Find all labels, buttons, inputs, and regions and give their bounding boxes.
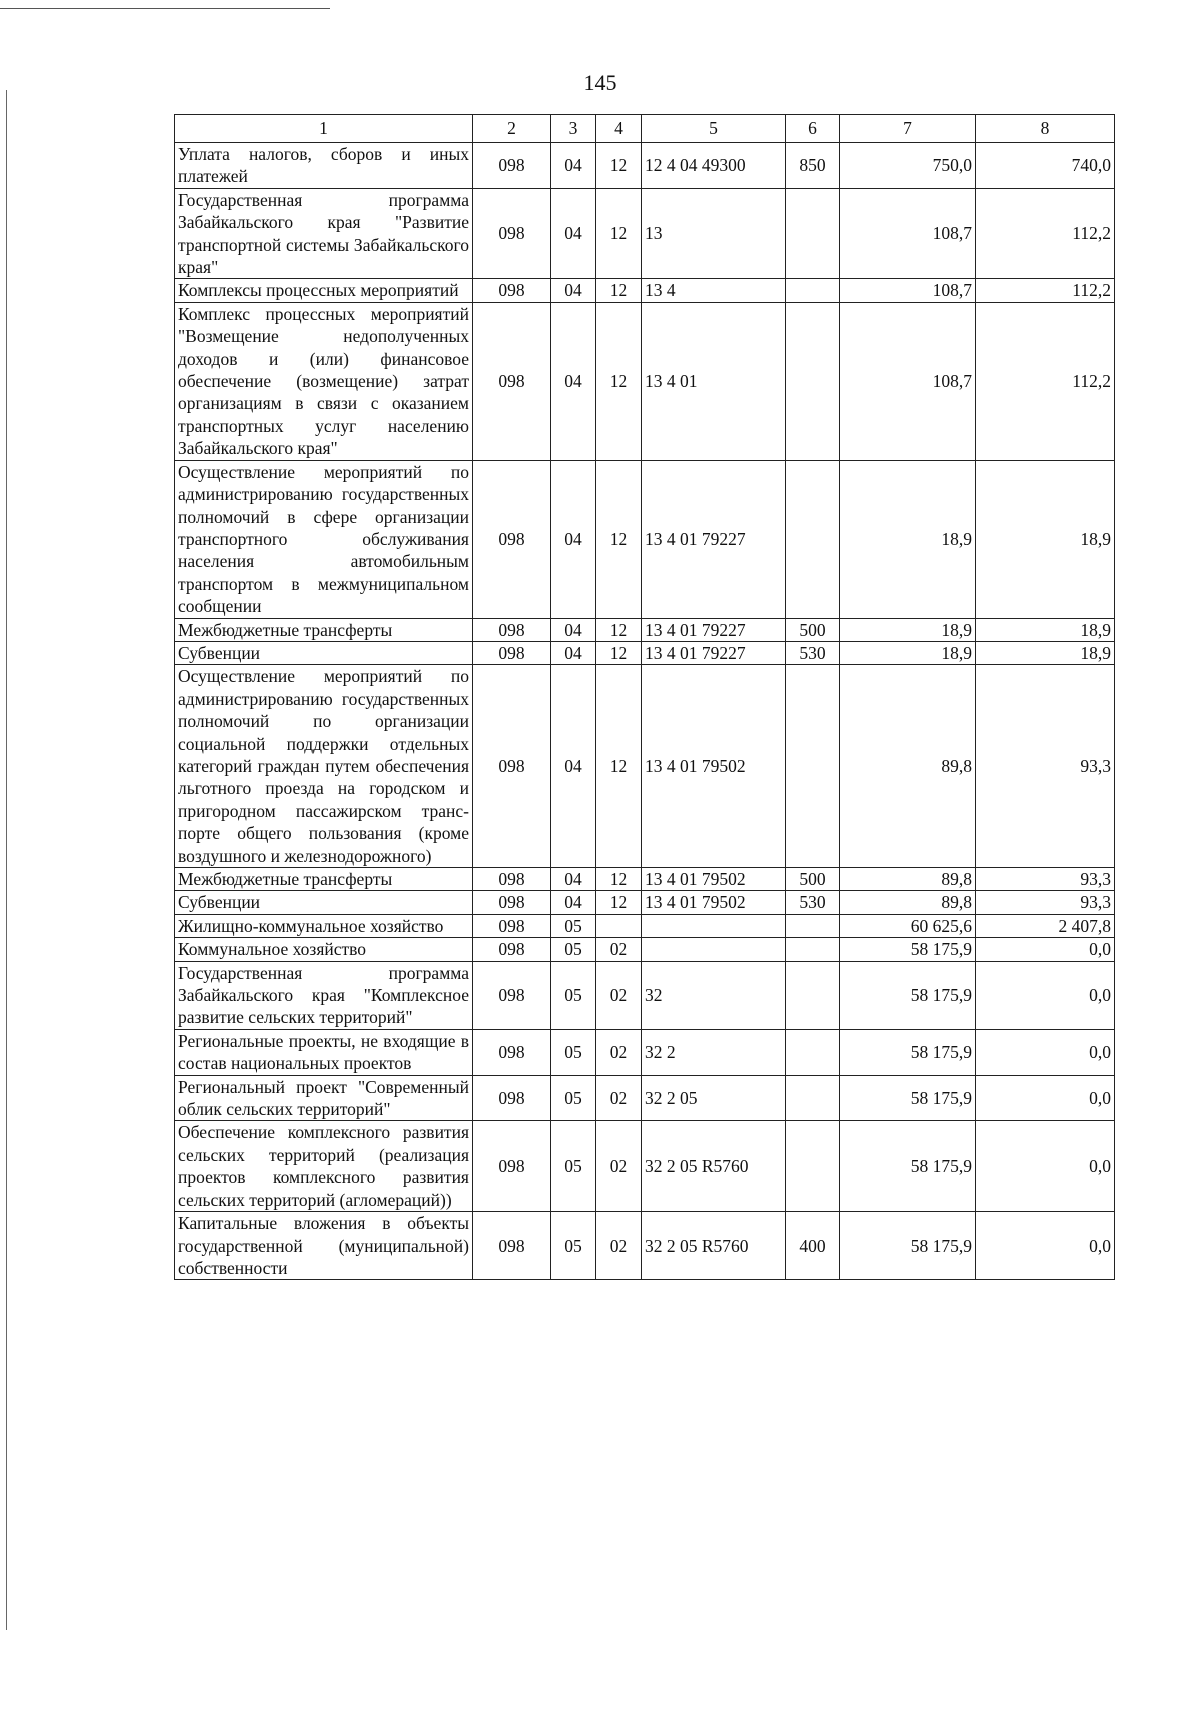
row-amount-year2-cell: 0,0 bbox=[976, 938, 1115, 961]
row-amount-year1-cell: 750,0 bbox=[840, 143, 976, 189]
row-target-article-cell: 13 4 01 79502 bbox=[642, 891, 786, 914]
table-row bbox=[175, 914, 1115, 937]
column-header: 4 bbox=[596, 115, 642, 143]
row-subsection-cell: 02 bbox=[596, 938, 642, 961]
row-expense-type-cell bbox=[786, 665, 840, 868]
row-expense-type-cell: 850 bbox=[786, 143, 840, 189]
row-expense-type-cell: 400 bbox=[786, 1212, 840, 1280]
row-amount-year1-cell: 18,9 bbox=[840, 641, 976, 664]
row-expense-type-cell bbox=[786, 1075, 840, 1121]
row-subsection-cell: 12 bbox=[596, 891, 642, 914]
row-expense-type-cell bbox=[786, 914, 840, 937]
table-body bbox=[175, 143, 1115, 1280]
table-row bbox=[175, 1121, 1115, 1212]
row-amount-year2-cell: 0,0 bbox=[976, 961, 1115, 1029]
row-subsection-cell: 02 bbox=[596, 1121, 642, 1212]
column-header: 5 bbox=[642, 115, 786, 143]
row-ved-cell: 098 bbox=[473, 961, 551, 1029]
row-ved-cell: 098 bbox=[473, 302, 551, 460]
row-ved-cell: 098 bbox=[473, 1212, 551, 1280]
row-amount-year2-cell: 112,2 bbox=[976, 188, 1115, 279]
row-target-article-cell: 13 4 01 79227 bbox=[642, 641, 786, 664]
table-row bbox=[175, 938, 1115, 961]
row-amount-year2-cell: 0,0 bbox=[976, 1121, 1115, 1212]
table-row bbox=[175, 961, 1115, 1029]
row-amount-year1-cell: 58 175,9 bbox=[840, 1212, 976, 1280]
row-expense-type-cell: 500 bbox=[786, 618, 840, 641]
table-row bbox=[175, 1212, 1115, 1280]
row-section-cell: 04 bbox=[551, 665, 596, 868]
row-amount-year1-cell: 58 175,9 bbox=[840, 1121, 976, 1212]
row-target-article-cell: 13 bbox=[642, 188, 786, 279]
row-ved-cell: 098 bbox=[473, 891, 551, 914]
row-name-cell: Государственная программа Забайкальского края "Развитие транспортной системы Забайкальского края" bbox=[175, 188, 473, 279]
table-row bbox=[175, 188, 1115, 279]
row-expense-type-cell bbox=[786, 460, 840, 618]
row-section-cell: 05 bbox=[551, 1029, 596, 1075]
row-section-cell: 04 bbox=[551, 868, 596, 891]
row-subsection-cell bbox=[596, 914, 642, 937]
row-amount-year2-cell: 112,2 bbox=[976, 279, 1115, 302]
row-section-cell: 05 bbox=[551, 1121, 596, 1212]
row-section-cell: 05 bbox=[551, 1212, 596, 1280]
row-target-article-cell: 13 4 01 79502 bbox=[642, 868, 786, 891]
row-amount-year1-cell: 58 175,9 bbox=[840, 1029, 976, 1075]
row-name-cell: Осуществление мероприятий по администрированию государственных полномочий по организации социальной поддержки отдельных категорий граждан путем обеспечения льготного проезда на городском и пригородном пассажирском транспорте общего пользования (кроме воздушного и железнодорожного) bbox=[175, 665, 473, 868]
row-amount-year1-cell: 108,7 bbox=[840, 302, 976, 460]
column-header: 3 bbox=[551, 115, 596, 143]
row-section-cell: 04 bbox=[551, 641, 596, 664]
row-ved-cell: 098 bbox=[473, 938, 551, 961]
row-amount-year2-cell: 93,3 bbox=[976, 665, 1115, 868]
row-expense-type-cell bbox=[786, 1121, 840, 1212]
row-name-cell: Комплексы процессных мероприятий bbox=[175, 279, 473, 302]
row-ved-cell: 098 bbox=[473, 1075, 551, 1121]
row-subsection-cell: 02 bbox=[596, 1075, 642, 1121]
row-target-article-cell bbox=[642, 938, 786, 961]
row-amount-year1-cell: 108,7 bbox=[840, 188, 976, 279]
table-row bbox=[175, 1075, 1115, 1121]
row-target-article-cell: 13 4 01 bbox=[642, 302, 786, 460]
row-target-article-cell: 12 4 04 49300 bbox=[642, 143, 786, 189]
table-row bbox=[175, 618, 1115, 641]
row-amount-year1-cell: 60 625,6 bbox=[840, 914, 976, 937]
row-target-article-cell: 13 4 bbox=[642, 279, 786, 302]
row-section-cell: 05 bbox=[551, 938, 596, 961]
table-row bbox=[175, 279, 1115, 302]
row-target-article-cell: 32 2 05 R5760 bbox=[642, 1212, 786, 1280]
row-ved-cell: 098 bbox=[473, 1029, 551, 1075]
row-subsection-cell: 12 bbox=[596, 302, 642, 460]
row-name-cell: Коммунальное хозяйство bbox=[175, 938, 473, 961]
row-section-cell: 05 bbox=[551, 961, 596, 1029]
row-section-cell: 05 bbox=[551, 914, 596, 937]
row-amount-year2-cell: 18,9 bbox=[976, 460, 1115, 618]
row-name-cell: Региональные проекты, не входящие в состав национальных проектов bbox=[175, 1029, 473, 1075]
row-target-article-cell: 13 4 01 79502 bbox=[642, 665, 786, 868]
row-amount-year1-cell: 89,8 bbox=[840, 868, 976, 891]
row-name-cell: Государственная программа Забайкальского края "Комплексное развитие сельских территорий" bbox=[175, 961, 473, 1029]
row-section-cell: 04 bbox=[551, 279, 596, 302]
row-section-cell: 04 bbox=[551, 143, 596, 189]
row-name-cell: Межбюджетные трансферты bbox=[175, 868, 473, 891]
row-subsection-cell: 12 bbox=[596, 460, 642, 618]
row-amount-year2-cell: 740,0 bbox=[976, 143, 1115, 189]
row-amount-year2-cell: 18,9 bbox=[976, 641, 1115, 664]
table-row bbox=[175, 1029, 1115, 1075]
column-header: 6 bbox=[786, 115, 840, 143]
row-target-article-cell: 13 4 01 79227 bbox=[642, 460, 786, 618]
scan-border-left bbox=[6, 90, 7, 1630]
row-ved-cell: 098 bbox=[473, 868, 551, 891]
row-expense-type-cell bbox=[786, 1029, 840, 1075]
table-row bbox=[175, 143, 1115, 189]
row-subsection-cell: 12 bbox=[596, 143, 642, 189]
row-expense-type-cell bbox=[786, 279, 840, 302]
table-row bbox=[175, 868, 1115, 891]
row-amount-year1-cell: 108,7 bbox=[840, 279, 976, 302]
row-name-cell: Комплекс процессных мероприятий "Возмещение недополученных доходов и (или) финансовое обеспечение (возмещение) затрат организациям в связи с оказанием транспортных услуг населению Забайкальского края" bbox=[175, 302, 473, 460]
row-subsection-cell: 12 bbox=[596, 665, 642, 868]
row-amount-year2-cell: 0,0 bbox=[976, 1075, 1115, 1121]
row-amount-year1-cell: 89,8 bbox=[840, 891, 976, 914]
row-amount-year1-cell: 18,9 bbox=[840, 460, 976, 618]
row-expense-type-cell bbox=[786, 188, 840, 279]
row-name-cell: Субвенции bbox=[175, 641, 473, 664]
row-name-cell: Обеспечение комплексного развития сельских территорий (реализация проектов комплексного развития сельских территорий (агломераций)) bbox=[175, 1121, 473, 1212]
row-expense-type-cell bbox=[786, 302, 840, 460]
row-section-cell: 04 bbox=[551, 618, 596, 641]
row-target-article-cell bbox=[642, 914, 786, 937]
table-row bbox=[175, 665, 1115, 868]
row-ved-cell: 098 bbox=[473, 914, 551, 937]
column-header: 2 bbox=[473, 115, 551, 143]
row-name-cell: Капитальные вложения в объекты государственной (муниципальной) собственности bbox=[175, 1212, 473, 1280]
row-name-cell: Осуществление мероприятий по администрированию государственных полномочий в сфере организации транспортного обслуживания населения автомобильным транспортом в межмуниципальном сообщении bbox=[175, 460, 473, 618]
row-amount-year1-cell: 89,8 bbox=[840, 665, 976, 868]
row-ved-cell: 098 bbox=[473, 460, 551, 618]
row-target-article-cell: 32 2 05 bbox=[642, 1075, 786, 1121]
row-name-cell: Межбюджетные трансферты bbox=[175, 618, 473, 641]
scan-border-top bbox=[0, 8, 330, 9]
row-ved-cell: 098 bbox=[473, 618, 551, 641]
row-subsection-cell: 12 bbox=[596, 641, 642, 664]
row-name-cell: Уплата налогов, сборов и иных платежей bbox=[175, 143, 473, 189]
table-row bbox=[175, 302, 1115, 460]
row-amount-year1-cell: 58 175,9 bbox=[840, 1075, 976, 1121]
row-ved-cell: 098 bbox=[473, 665, 551, 868]
budget-table bbox=[174, 114, 1115, 1280]
row-amount-year2-cell: 0,0 bbox=[976, 1029, 1115, 1075]
column-header: 7 bbox=[840, 115, 976, 143]
row-amount-year2-cell: 0,0 bbox=[976, 1212, 1115, 1280]
row-subsection-cell: 12 bbox=[596, 188, 642, 279]
row-name-cell: Субвенции bbox=[175, 891, 473, 914]
row-subsection-cell: 12 bbox=[596, 618, 642, 641]
row-section-cell: 04 bbox=[551, 302, 596, 460]
row-subsection-cell: 02 bbox=[596, 1212, 642, 1280]
row-expense-type-cell: 530 bbox=[786, 891, 840, 914]
row-subsection-cell: 12 bbox=[596, 868, 642, 891]
row-name-cell: Региональный проект "Современный облик сельских территорий" bbox=[175, 1075, 473, 1121]
table-row bbox=[175, 460, 1115, 618]
table-header-row bbox=[175, 115, 1115, 143]
row-amount-year2-cell: 93,3 bbox=[976, 891, 1115, 914]
row-section-cell: 04 bbox=[551, 460, 596, 618]
page-number: 145 bbox=[583, 70, 617, 95]
row-expense-type-cell bbox=[786, 938, 840, 961]
row-expense-type-cell: 530 bbox=[786, 641, 840, 664]
row-target-article-cell: 13 4 01 79227 bbox=[642, 618, 786, 641]
row-ved-cell: 098 bbox=[473, 1121, 551, 1212]
row-subsection-cell: 02 bbox=[596, 1029, 642, 1075]
row-amount-year2-cell: 18,9 bbox=[976, 618, 1115, 641]
row-section-cell: 04 bbox=[551, 188, 596, 279]
row-target-article-cell: 32 2 bbox=[642, 1029, 786, 1075]
row-section-cell: 04 bbox=[551, 891, 596, 914]
row-amount-year1-cell: 18,9 bbox=[840, 618, 976, 641]
row-section-cell: 05 bbox=[551, 1075, 596, 1121]
row-amount-year1-cell: 58 175,9 bbox=[840, 961, 976, 1029]
row-ved-cell: 098 bbox=[473, 641, 551, 664]
column-header: 8 bbox=[976, 115, 1115, 143]
row-ved-cell: 098 bbox=[473, 143, 551, 189]
row-subsection-cell: 12 bbox=[596, 279, 642, 302]
column-header: 1 bbox=[175, 115, 473, 143]
row-amount-year2-cell: 112,2 bbox=[976, 302, 1115, 460]
row-amount-year2-cell: 2 407,8 bbox=[976, 914, 1115, 937]
row-expense-type-cell: 500 bbox=[786, 868, 840, 891]
row-amount-year1-cell: 58 175,9 bbox=[840, 938, 976, 961]
table-row bbox=[175, 891, 1115, 914]
row-subsection-cell: 02 bbox=[596, 961, 642, 1029]
row-expense-type-cell bbox=[786, 961, 840, 1029]
row-amount-year2-cell: 93,3 bbox=[976, 868, 1115, 891]
table-row bbox=[175, 641, 1115, 664]
row-name-cell: Жилищно-коммунальное хозяйство bbox=[175, 914, 473, 937]
row-ved-cell: 098 bbox=[473, 188, 551, 279]
row-ved-cell: 098 bbox=[473, 279, 551, 302]
row-target-article-cell: 32 bbox=[642, 961, 786, 1029]
row-target-article-cell: 32 2 05 R5760 bbox=[642, 1121, 786, 1212]
